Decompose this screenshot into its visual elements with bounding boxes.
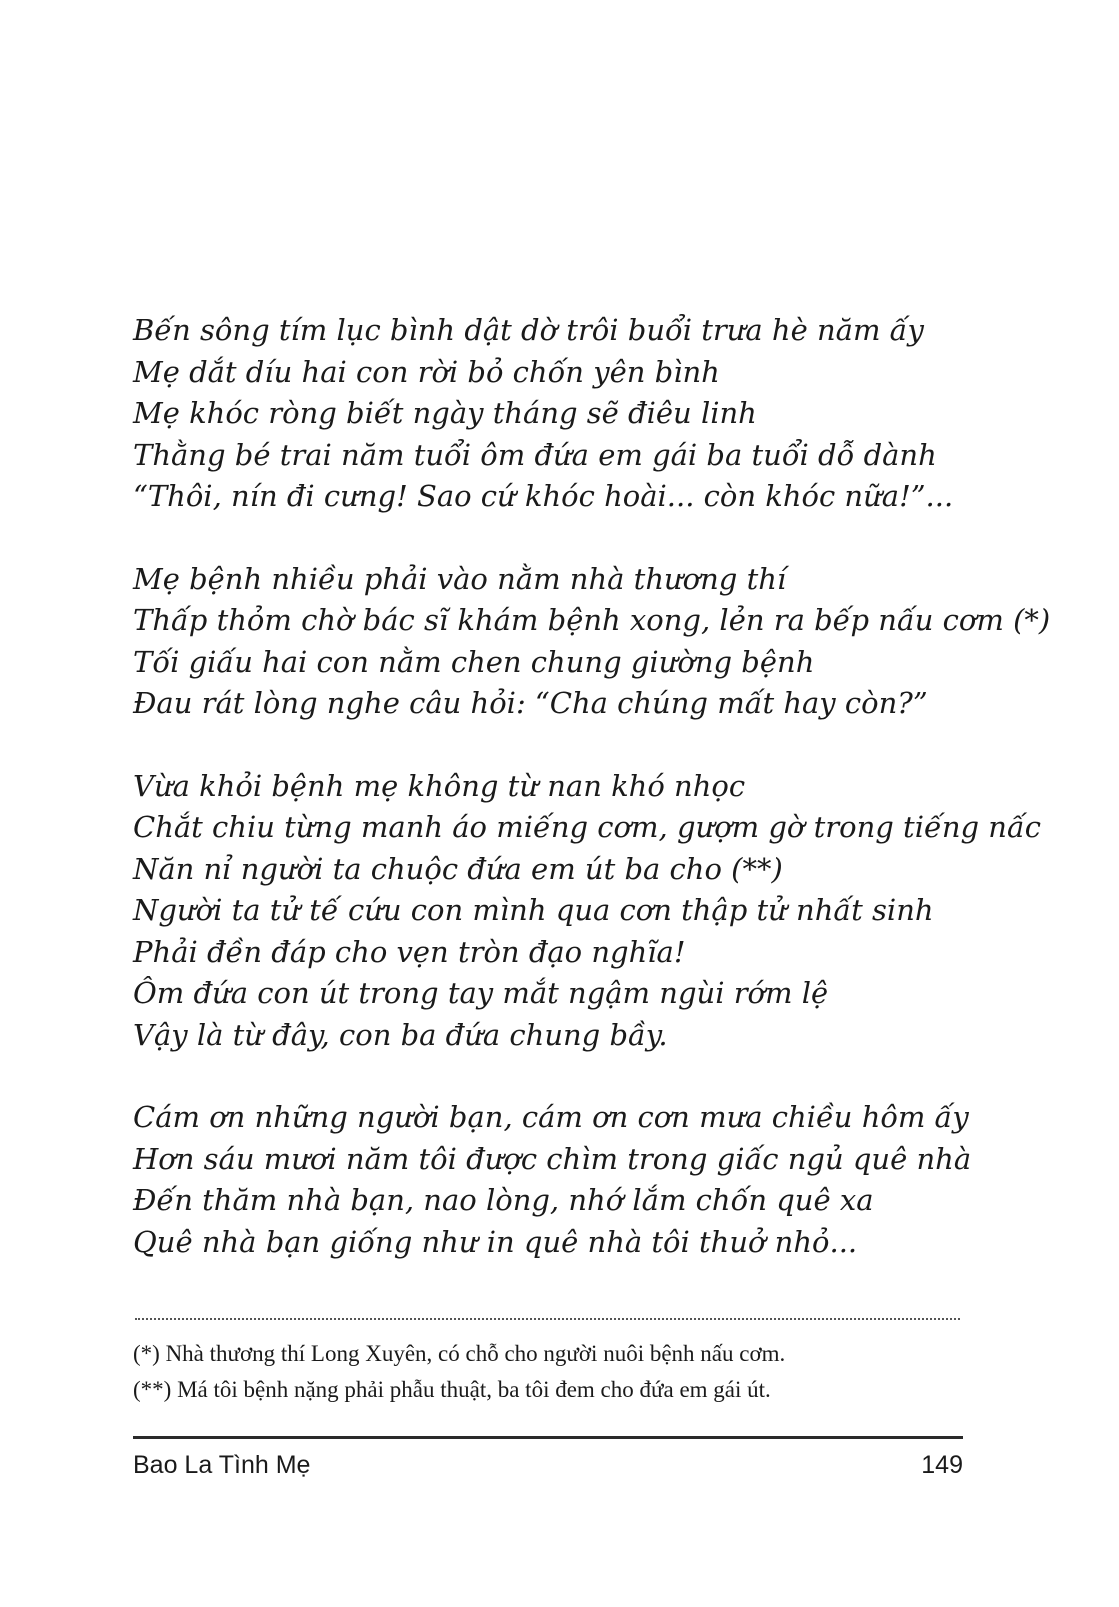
page-number: 149 — [921, 1451, 963, 1479]
poem-line: Mẹ khóc ròng biết ngày tháng sẽ điêu linh — [133, 396, 757, 430]
footnote-separator — [135, 1318, 960, 1320]
book-title: Bao La Tình Mẹ — [133, 1451, 311, 1479]
poem-line: Vậy là từ đây, con ba đứa chung bầy. — [133, 1017, 668, 1052]
poem-line: “Thôi, nín đi cưng! Sao cứ khóc hoài... còn khóc nữa!”... — [133, 479, 954, 513]
poem-line: Phải đền đáp cho vẹn tròn đạo nghĩa! — [133, 934, 686, 969]
poem-line: Ôm đứa con út trong tay mắt ngậm ngùi rớm lệ — [133, 976, 829, 1010]
stanza-1 — [133, 310, 1013, 518]
poem-line: Chắt chiu từng manh áo miếng cơm, gượm gờ trong tiếng nấc — [133, 810, 1041, 844]
footnotes — [133, 1336, 1013, 1408]
poem-line: Thấp thỏm chờ bác sĩ khám bệnh xong, lẻn ra bếp nấu cơm (*) — [133, 603, 1051, 637]
stanza-2 — [133, 559, 1051, 725]
footnote-2: (**) Má tôi bệnh nặng phải phẫu thuật, ba tôi đem cho đứa em gái út. — [133, 1377, 771, 1402]
stanza-4 — [133, 1097, 1013, 1263]
stanza-3 — [133, 766, 1041, 1057]
poem-line: Vừa khỏi bệnh mẹ không từ nan khó nhọc — [133, 768, 746, 803]
poem-line: Tối giấu hai con nằm chen chung giường bệnh — [133, 644, 815, 679]
poem-line: Năn nỉ người ta chuộc đứa em út ba cho (**) — [133, 851, 783, 886]
poem-line: Thằng bé trai năm tuổi ôm đứa em gái ba tuổi dỗ dành — [133, 437, 937, 472]
poem-line: Mẹ bệnh nhiều phải vào nằm nhà thương thí — [133, 561, 787, 596]
poem-line: Cám ơn những người bạn, cám ơn cơn mưa chiều hôm ấy — [133, 1100, 969, 1134]
poem-line: Người ta tử tế cứu con mình qua cơn thập tử nhất sinh — [133, 893, 934, 927]
poem — [133, 310, 1051, 1263]
poem-line: Đến thăm nhà bạn, nao lòng, nhớ lắm chốn quê xa — [133, 1183, 874, 1217]
poem-line: Đau rát lòng nghe câu hỏi: “Cha chúng mất hay còn?” — [133, 686, 928, 720]
poem-line: Bến sông tím lục bình dật dờ trôi buổi trưa hè năm ấy — [133, 313, 924, 347]
poem-line: Quê nhà bạn giống như in quê nhà tôi thuở nhỏ... — [133, 1224, 858, 1259]
footnote-1: (*) Nhà thương thí Long Xuyên, có chỗ cho người nuôi bệnh nấu cơm. — [133, 1341, 786, 1366]
footer-rule — [133, 1436, 963, 1439]
poem-line: Hơn sáu mươi năm tôi được chìm trong giấc ngủ quê nhà — [133, 1141, 972, 1176]
page-footer — [133, 1447, 963, 1483]
poem-line: Mẹ dắt díu hai con rời bỏ chốn yên bình — [133, 354, 720, 389]
